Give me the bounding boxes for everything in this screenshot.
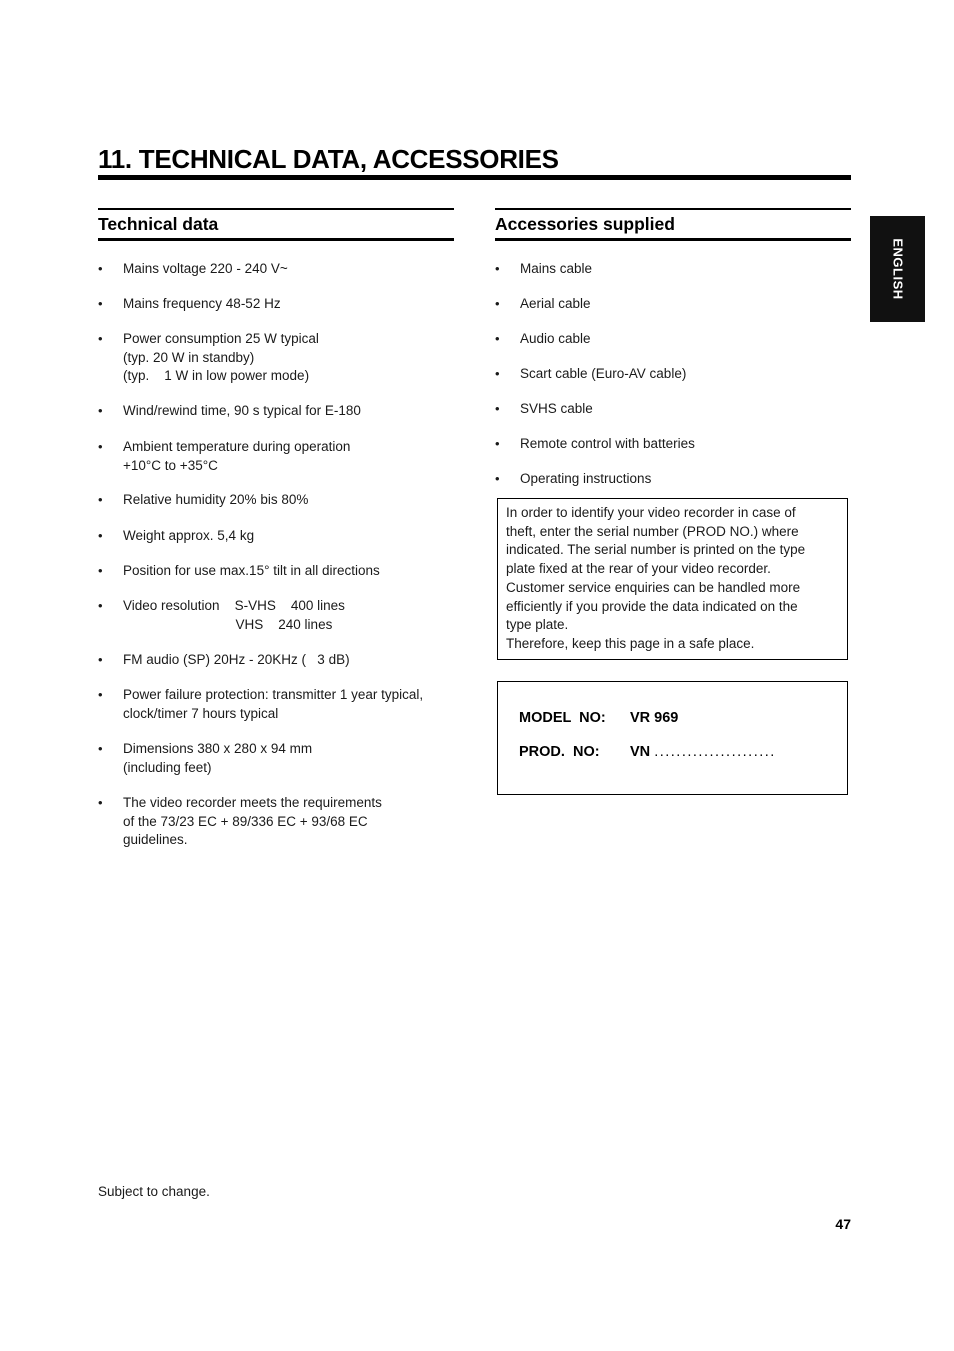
prod-number-row xyxy=(519,744,776,760)
serial-info-line: Therefore, keep this page in a safe place. xyxy=(506,635,755,651)
technical-data-item xyxy=(98,330,479,386)
serial-info-line: theft, enter the serial number (PROD NO.) where xyxy=(506,523,799,539)
technical-data-item-line: guidelines. xyxy=(123,832,188,847)
language-tab xyxy=(870,216,925,322)
accessory-item: • Aerial cable xyxy=(495,295,876,314)
technical-data-item xyxy=(98,295,479,314)
accessory-item: • Scart cable (Euro-AV cable) xyxy=(495,365,876,384)
technical-data-item-line: • FM audio (SP) 20Hz - 20KHz ( 3 dB) xyxy=(123,652,350,667)
technical-data-item xyxy=(98,686,479,723)
serial-info-box xyxy=(497,498,848,660)
technical-data-item-line: • Dimensions 380 x 280 x 94 mm xyxy=(123,741,313,756)
accessory-item: • Mains cable xyxy=(495,260,876,279)
technical-data-item-line: • Relative humidity 20% bis 80% xyxy=(123,492,309,507)
technical-data-item xyxy=(98,527,479,546)
model-number-label: MODEL NO: xyxy=(519,710,606,726)
serial-info-line: plate fixed at the rear of your video recorder. xyxy=(506,561,771,577)
technical-data-item xyxy=(98,260,479,279)
accessory-item: • Audio cable xyxy=(495,330,876,349)
technical-data-item-line: • Ambient temperature during operation xyxy=(123,439,351,454)
footer-note: Subject to change. xyxy=(98,1184,210,1199)
technical-data-item-line: • Mains frequency 48-52 Hz xyxy=(123,296,281,311)
technical-data-item xyxy=(98,651,479,670)
model-number-row xyxy=(519,710,678,726)
page-number: 47 xyxy=(835,1216,851,1232)
technical-data-item-line: • Video resolution S-VHS 400 lines xyxy=(123,598,345,613)
prod-number-label: PROD. NO: xyxy=(519,744,600,760)
technical-data-item-line: clock/timer 7 hours typical xyxy=(123,705,279,721)
prod-number-prefix: VN xyxy=(630,744,651,760)
technical-data-item-line: • The video recorder meets the requirements xyxy=(123,795,382,810)
technical-data-heading: Technical data xyxy=(98,208,454,241)
technical-data-item xyxy=(98,562,479,581)
serial-info-line: type plate. xyxy=(506,617,569,633)
serial-info-line: Customer service enquiries can be handled more xyxy=(506,579,801,595)
technical-data-item-line: • Position for use max.15° tilt in all directions xyxy=(123,563,380,578)
technical-data-item-line: • Mains voltage 220 - 240 V~ xyxy=(123,261,288,276)
technical-data-item xyxy=(98,740,479,777)
technical-data-item xyxy=(98,597,479,634)
technical-data-item-line: VHS 240 lines xyxy=(123,616,333,632)
serial-info-line: indicated. The serial number is printed on the type xyxy=(506,542,806,558)
technical-data-item-line: (including feet) xyxy=(123,759,212,775)
technical-data-item-line: (typ. 1 W in low power mode) xyxy=(123,368,310,383)
technical-data-item-line: • Power consumption 25 W typical xyxy=(123,331,319,346)
technical-data-item xyxy=(98,402,479,421)
page-title: 11. TECHNICAL DATA, ACCESSORIES xyxy=(98,144,559,174)
model-number-value: VR 969 xyxy=(630,710,679,726)
technical-data-item-line: (typ. 20 W in standby) xyxy=(123,349,255,365)
technical-data-item-line: • Power failure protection: transmitter 1 year typical, xyxy=(123,687,424,702)
technical-data-item-line: of the 73/23 EC + 89/336 EC + 93/68 EC xyxy=(123,813,368,829)
technical-data-section xyxy=(98,208,454,847)
technical-data-item xyxy=(98,491,479,510)
accessories-section xyxy=(495,208,851,486)
technical-data-item-line: +10°C to +35°C xyxy=(123,457,218,473)
accessory-item: • SVHS cable xyxy=(495,400,876,419)
title-rule xyxy=(98,175,851,180)
prod-number-fill-dots: ...................... xyxy=(654,744,776,760)
serial-info-line: In order to identify your video recorder in case of xyxy=(506,505,796,520)
model-box xyxy=(497,681,848,795)
accessory-item: • Operating instructions xyxy=(495,470,876,489)
technical-data-item-line: • Weight approx. 5,4 kg xyxy=(123,528,255,543)
serial-info-line: efficiently if you provide the data indicated on the xyxy=(506,598,798,614)
technical-data-item xyxy=(98,794,479,850)
technical-data-item xyxy=(98,438,479,475)
technical-data-item-line: • Wind/rewind time, 90 s typical for E-180 xyxy=(123,403,361,418)
language-tab-label: ENGLISH xyxy=(890,238,905,300)
accessory-item: • Remote control with batteries xyxy=(495,435,876,454)
accessories-heading: Accessories supplied xyxy=(495,208,851,241)
